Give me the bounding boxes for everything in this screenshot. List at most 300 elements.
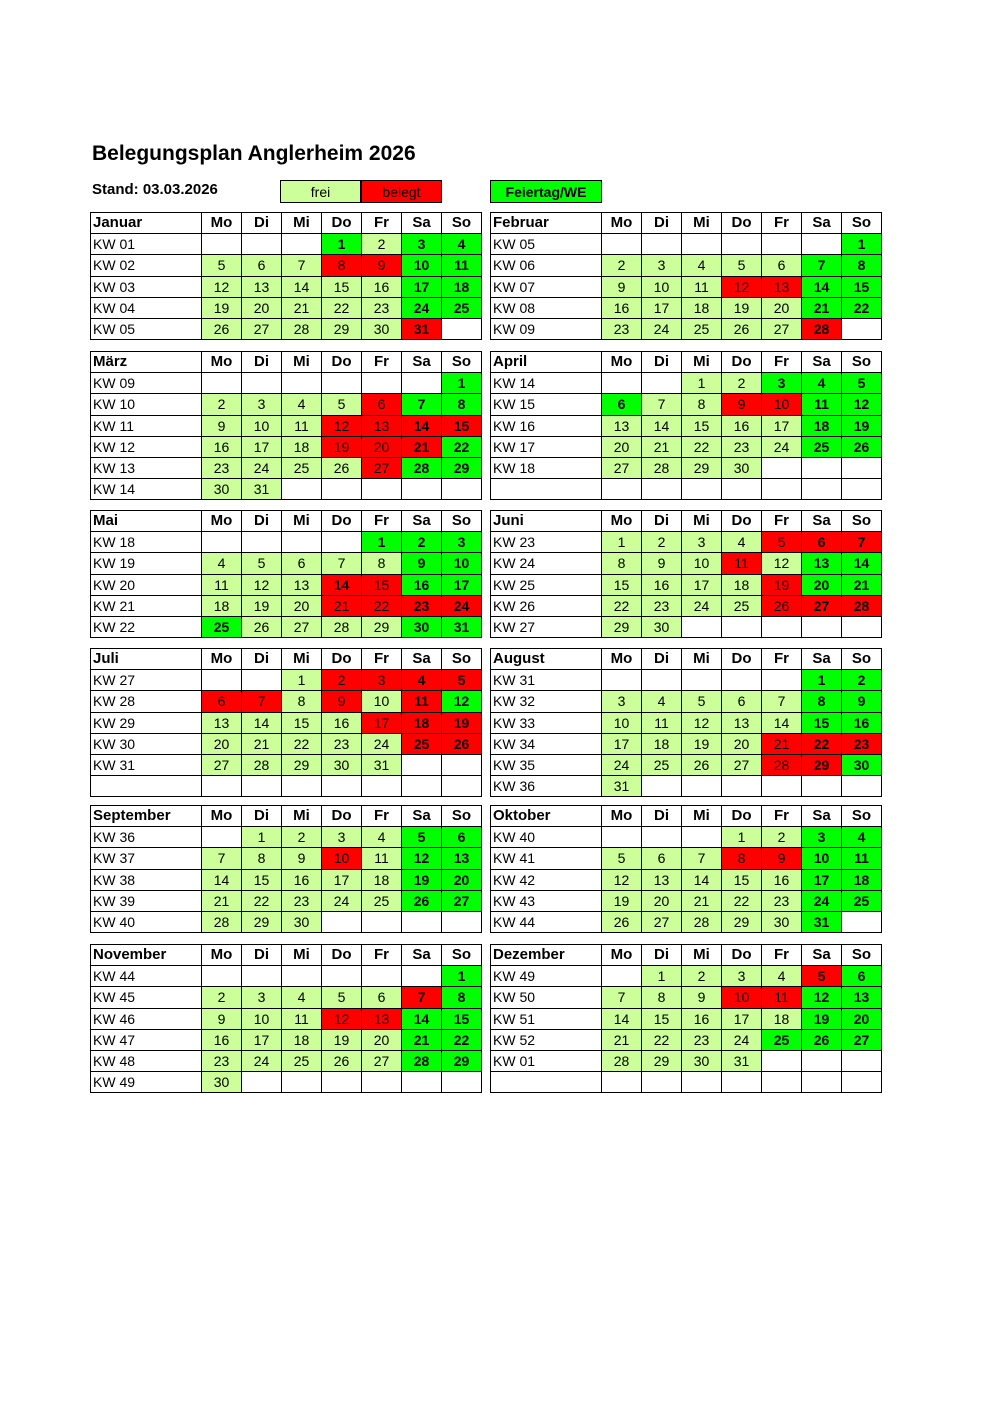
empty-cell bbox=[362, 911, 402, 932]
week-number: KW 01 bbox=[491, 1050, 602, 1071]
day-cell: 12 bbox=[322, 1008, 362, 1029]
weekday-header: Mo bbox=[202, 511, 242, 532]
day-cell: 7 bbox=[802, 255, 842, 276]
week-number: KW 05 bbox=[491, 234, 602, 255]
empty-cell bbox=[842, 911, 882, 932]
day-cell: 30 bbox=[362, 318, 402, 339]
week-row bbox=[491, 318, 882, 339]
week-number: KW 32 bbox=[491, 691, 602, 712]
day-cell: 20 bbox=[362, 436, 402, 457]
day-cell: 14 bbox=[202, 869, 242, 890]
day-cell: 12 bbox=[762, 553, 802, 574]
week-row bbox=[491, 827, 882, 848]
day-cell: 8 bbox=[842, 255, 882, 276]
weekday-header: Mi bbox=[282, 352, 322, 373]
day-cell: 2 bbox=[202, 394, 242, 415]
day-cell: 15 bbox=[442, 1008, 482, 1029]
week-row bbox=[491, 532, 882, 553]
week-row bbox=[491, 616, 882, 637]
weekday-header: So bbox=[442, 511, 482, 532]
day-cell: 3 bbox=[802, 827, 842, 848]
legend-belegt: belegt bbox=[361, 180, 442, 203]
day-cell: 7 bbox=[402, 394, 442, 415]
empty-cell bbox=[682, 479, 722, 500]
day-cell: 23 bbox=[202, 457, 242, 478]
week-row bbox=[491, 595, 882, 616]
empty-cell bbox=[362, 1072, 402, 1093]
week-row bbox=[91, 595, 482, 616]
week-number: KW 31 bbox=[491, 670, 602, 691]
weekday-header: Do bbox=[322, 806, 362, 827]
weekday-header: Mi bbox=[282, 511, 322, 532]
day-cell: 28 bbox=[802, 318, 842, 339]
day-cell: 5 bbox=[202, 255, 242, 276]
day-cell: 9 bbox=[362, 255, 402, 276]
day-cell: 19 bbox=[242, 595, 282, 616]
day-cell: 15 bbox=[722, 869, 762, 890]
day-cell: 15 bbox=[362, 574, 402, 595]
weekday-header: Di bbox=[242, 806, 282, 827]
day-cell: 8 bbox=[242, 848, 282, 869]
week-row bbox=[91, 297, 482, 318]
day-cell: 22 bbox=[602, 595, 642, 616]
weekday-header: Mi bbox=[682, 511, 722, 532]
weekday-header: Fr bbox=[762, 213, 802, 234]
week-number: KW 28 bbox=[91, 691, 202, 712]
empty-cell bbox=[202, 776, 242, 797]
day-cell: 6 bbox=[722, 691, 762, 712]
empty-cell bbox=[642, 670, 682, 691]
empty-cell bbox=[762, 1050, 802, 1071]
day-cell: 7 bbox=[242, 691, 282, 712]
empty-cell bbox=[402, 479, 442, 500]
day-cell: 22 bbox=[682, 436, 722, 457]
empty-cell bbox=[642, 234, 682, 255]
week-number: KW 24 bbox=[491, 553, 602, 574]
day-cell: 4 bbox=[682, 255, 722, 276]
week-row bbox=[91, 733, 482, 754]
day-cell: 14 bbox=[242, 712, 282, 733]
day-cell: 22 bbox=[362, 595, 402, 616]
weekday-header: Sa bbox=[802, 213, 842, 234]
day-cell: 15 bbox=[642, 1008, 682, 1029]
week-row bbox=[91, 373, 482, 394]
day-cell: 30 bbox=[682, 1050, 722, 1071]
week-row bbox=[491, 1029, 882, 1050]
day-cell: 5 bbox=[722, 255, 762, 276]
day-cell: 15 bbox=[802, 712, 842, 733]
week-row bbox=[91, 457, 482, 478]
day-cell: 2 bbox=[202, 987, 242, 1008]
week-row bbox=[491, 869, 882, 890]
day-cell: 31 bbox=[362, 754, 402, 775]
month-table-dezember bbox=[490, 944, 882, 1093]
day-cell: 30 bbox=[402, 616, 442, 637]
weekday-header: Sa bbox=[802, 806, 842, 827]
week-row bbox=[491, 691, 882, 712]
day-cell: 8 bbox=[322, 255, 362, 276]
day-cell: 30 bbox=[202, 1072, 242, 1093]
day-cell: 1 bbox=[682, 373, 722, 394]
empty-cell bbox=[402, 1072, 442, 1093]
day-cell: 16 bbox=[762, 869, 802, 890]
week-number: KW 16 bbox=[491, 415, 602, 436]
day-cell: 14 bbox=[282, 276, 322, 297]
day-cell: 19 bbox=[802, 1008, 842, 1029]
weekday-header: So bbox=[442, 352, 482, 373]
day-cell: 19 bbox=[402, 869, 442, 890]
day-cell: 31 bbox=[802, 911, 842, 932]
day-cell: 28 bbox=[842, 595, 882, 616]
empty-cell bbox=[682, 1072, 722, 1093]
week-row bbox=[491, 255, 882, 276]
empty-cell bbox=[722, 670, 762, 691]
weekday-header: Mo bbox=[602, 213, 642, 234]
day-cell: 20 bbox=[202, 733, 242, 754]
week-number: KW 06 bbox=[491, 255, 602, 276]
day-cell: 18 bbox=[642, 733, 682, 754]
weekday-header: Mo bbox=[202, 352, 242, 373]
weekday-header: Sa bbox=[802, 945, 842, 966]
weekday-header: Di bbox=[242, 649, 282, 670]
empty-cell bbox=[362, 776, 402, 797]
weekday-header: Fr bbox=[762, 945, 802, 966]
day-cell: 3 bbox=[322, 827, 362, 848]
day-cell: 5 bbox=[322, 394, 362, 415]
week-number: KW 35 bbox=[491, 754, 602, 775]
weekday-header: Fr bbox=[362, 352, 402, 373]
empty-cell bbox=[642, 827, 682, 848]
week-number: KW 11 bbox=[91, 415, 202, 436]
day-cell: 26 bbox=[202, 318, 242, 339]
day-cell: 13 bbox=[442, 848, 482, 869]
day-cell: 29 bbox=[282, 754, 322, 775]
week-row bbox=[91, 869, 482, 890]
day-cell: 23 bbox=[642, 595, 682, 616]
day-cell: 25 bbox=[722, 595, 762, 616]
day-cell: 14 bbox=[402, 1008, 442, 1029]
week-number: KW 20 bbox=[91, 574, 202, 595]
weekday-header: Do bbox=[322, 511, 362, 532]
week-row bbox=[491, 1072, 882, 1093]
empty-cell bbox=[802, 479, 842, 500]
empty-cell bbox=[202, 373, 242, 394]
day-cell: 27 bbox=[642, 911, 682, 932]
day-cell: 23 bbox=[282, 890, 322, 911]
weekday-header: Sa bbox=[802, 352, 842, 373]
empty-cell bbox=[242, 776, 282, 797]
day-cell: 21 bbox=[322, 595, 362, 616]
day-cell: 5 bbox=[842, 373, 882, 394]
day-cell: 5 bbox=[602, 848, 642, 869]
empty-cell bbox=[402, 754, 442, 775]
day-cell: 27 bbox=[282, 616, 322, 637]
day-cell: 19 bbox=[322, 436, 362, 457]
empty-cell bbox=[722, 776, 762, 797]
weekday-header: Di bbox=[242, 511, 282, 532]
day-cell: 29 bbox=[602, 616, 642, 637]
day-cell: 17 bbox=[602, 733, 642, 754]
week-row bbox=[91, 234, 482, 255]
week-number: KW 33 bbox=[491, 712, 602, 733]
day-cell: 22 bbox=[442, 436, 482, 457]
day-cell: 17 bbox=[322, 869, 362, 890]
day-cell: 10 bbox=[402, 255, 442, 276]
day-cell: 21 bbox=[402, 436, 442, 457]
week-number: KW 17 bbox=[491, 436, 602, 457]
week-row bbox=[91, 1050, 482, 1071]
day-cell: 15 bbox=[602, 574, 642, 595]
empty-cell bbox=[362, 479, 402, 500]
day-cell: 5 bbox=[402, 827, 442, 848]
empty-cell bbox=[322, 776, 362, 797]
day-cell: 24 bbox=[602, 754, 642, 775]
day-cell: 29 bbox=[682, 457, 722, 478]
week-number: KW 14 bbox=[91, 479, 202, 500]
day-cell: 22 bbox=[642, 1029, 682, 1050]
week-number: KW 14 bbox=[491, 373, 602, 394]
day-cell: 30 bbox=[762, 911, 802, 932]
weekday-header: Mo bbox=[202, 649, 242, 670]
day-cell: 7 bbox=[202, 848, 242, 869]
day-cell: 6 bbox=[762, 255, 802, 276]
weekday-header: Do bbox=[722, 213, 762, 234]
empty-cell bbox=[722, 1072, 762, 1093]
day-cell: 19 bbox=[602, 890, 642, 911]
day-cell: 2 bbox=[842, 670, 882, 691]
empty-cell bbox=[842, 1072, 882, 1093]
week-row bbox=[491, 733, 882, 754]
day-cell: 13 bbox=[602, 415, 642, 436]
day-cell: 12 bbox=[322, 415, 362, 436]
day-cell: 2 bbox=[722, 373, 762, 394]
day-cell: 13 bbox=[842, 987, 882, 1008]
day-cell: 11 bbox=[442, 255, 482, 276]
weekday-header: So bbox=[842, 806, 882, 827]
week-number: KW 13 bbox=[91, 457, 202, 478]
week-row bbox=[491, 848, 882, 869]
weekday-header: Di bbox=[242, 213, 282, 234]
week-number: KW 42 bbox=[491, 869, 602, 890]
day-cell: 4 bbox=[402, 670, 442, 691]
week-row bbox=[491, 276, 882, 297]
day-cell: 17 bbox=[722, 1008, 762, 1029]
day-cell: 18 bbox=[202, 595, 242, 616]
day-cell: 30 bbox=[642, 616, 682, 637]
day-cell: 17 bbox=[242, 436, 282, 457]
empty-cell bbox=[442, 911, 482, 932]
day-cell: 21 bbox=[202, 890, 242, 911]
weekday-header: Do bbox=[322, 352, 362, 373]
empty-cell bbox=[642, 1072, 682, 1093]
day-cell: 7 bbox=[602, 987, 642, 1008]
day-cell: 18 bbox=[282, 436, 322, 457]
week-number: KW 27 bbox=[491, 616, 602, 637]
weekday-header: Sa bbox=[402, 649, 442, 670]
day-cell: 1 bbox=[602, 532, 642, 553]
week-number: KW 02 bbox=[91, 255, 202, 276]
day-cell: 25 bbox=[282, 457, 322, 478]
day-cell: 8 bbox=[682, 394, 722, 415]
day-cell: 15 bbox=[842, 276, 882, 297]
week-number: KW 40 bbox=[491, 827, 602, 848]
day-cell: 2 bbox=[282, 827, 322, 848]
weekday-header: Mi bbox=[282, 649, 322, 670]
empty-cell bbox=[602, 966, 642, 987]
weekday-header: Fr bbox=[362, 649, 402, 670]
day-cell: 30 bbox=[842, 754, 882, 775]
day-cell: 2 bbox=[762, 827, 802, 848]
week-row bbox=[91, 394, 482, 415]
day-cell: 6 bbox=[362, 987, 402, 1008]
week-row bbox=[91, 415, 482, 436]
day-cell: 20 bbox=[362, 1029, 402, 1050]
day-cell: 6 bbox=[242, 255, 282, 276]
day-cell: 22 bbox=[442, 1029, 482, 1050]
empty-cell bbox=[602, 827, 642, 848]
week-number bbox=[491, 1072, 602, 1093]
day-cell: 20 bbox=[762, 297, 802, 318]
month-table-juni bbox=[490, 510, 882, 638]
empty-cell bbox=[202, 827, 242, 848]
day-cell: 22 bbox=[282, 733, 322, 754]
day-cell: 24 bbox=[322, 890, 362, 911]
week-row bbox=[491, 1008, 882, 1029]
weekday-header: Fr bbox=[762, 511, 802, 532]
day-cell: 21 bbox=[282, 297, 322, 318]
day-cell: 13 bbox=[642, 869, 682, 890]
day-cell: 7 bbox=[682, 848, 722, 869]
day-cell: 7 bbox=[322, 553, 362, 574]
weekday-header: Mi bbox=[282, 945, 322, 966]
empty-cell bbox=[282, 234, 322, 255]
day-cell: 9 bbox=[762, 848, 802, 869]
day-cell: 9 bbox=[202, 1008, 242, 1029]
weekday-header: So bbox=[442, 213, 482, 234]
empty-cell bbox=[842, 457, 882, 478]
day-cell: 9 bbox=[322, 691, 362, 712]
day-cell: 28 bbox=[402, 457, 442, 478]
day-cell: 16 bbox=[322, 712, 362, 733]
day-cell: 24 bbox=[362, 733, 402, 754]
week-number: KW 41 bbox=[491, 848, 602, 869]
day-cell: 11 bbox=[642, 712, 682, 733]
day-cell: 26 bbox=[322, 457, 362, 478]
day-cell: 6 bbox=[642, 848, 682, 869]
weekday-header: Mo bbox=[602, 511, 642, 532]
day-cell: 20 bbox=[602, 436, 642, 457]
day-cell: 18 bbox=[362, 869, 402, 890]
day-cell: 20 bbox=[642, 890, 682, 911]
day-cell: 6 bbox=[602, 394, 642, 415]
weekday-header: So bbox=[842, 649, 882, 670]
day-cell: 14 bbox=[842, 553, 882, 574]
day-cell: 18 bbox=[802, 415, 842, 436]
day-cell: 7 bbox=[842, 532, 882, 553]
weekday-header: Sa bbox=[402, 945, 442, 966]
day-cell: 1 bbox=[642, 966, 682, 987]
empty-cell bbox=[202, 532, 242, 553]
day-cell: 13 bbox=[362, 415, 402, 436]
day-cell: 3 bbox=[722, 966, 762, 987]
week-row bbox=[91, 911, 482, 932]
day-cell: 18 bbox=[282, 1029, 322, 1050]
empty-cell bbox=[762, 234, 802, 255]
day-cell: 15 bbox=[322, 276, 362, 297]
day-cell: 11 bbox=[282, 1008, 322, 1029]
day-cell: 4 bbox=[282, 987, 322, 1008]
day-cell: 26 bbox=[762, 595, 802, 616]
empty-cell bbox=[242, 670, 282, 691]
day-cell: 30 bbox=[282, 911, 322, 932]
day-cell: 20 bbox=[802, 574, 842, 595]
empty-cell bbox=[442, 318, 482, 339]
empty-cell bbox=[722, 234, 762, 255]
day-cell: 20 bbox=[282, 595, 322, 616]
week-number: KW 39 bbox=[91, 890, 202, 911]
day-cell: 16 bbox=[722, 415, 762, 436]
empty-cell bbox=[322, 373, 362, 394]
empty-cell bbox=[242, 234, 282, 255]
day-cell: 13 bbox=[762, 276, 802, 297]
month-name: März bbox=[91, 352, 202, 373]
empty-cell bbox=[802, 234, 842, 255]
empty-cell bbox=[842, 616, 882, 637]
month-table-mai bbox=[90, 510, 482, 638]
day-cell: 9 bbox=[602, 276, 642, 297]
day-cell: 17 bbox=[762, 415, 802, 436]
weekday-header: So bbox=[442, 649, 482, 670]
week-number: KW 49 bbox=[491, 966, 602, 987]
day-cell: 27 bbox=[362, 457, 402, 478]
weekday-header: Mi bbox=[682, 945, 722, 966]
weekday-header: So bbox=[842, 511, 882, 532]
empty-cell bbox=[802, 1072, 842, 1093]
day-cell: 6 bbox=[802, 532, 842, 553]
weekday-header: Mo bbox=[602, 806, 642, 827]
weekday-header: So bbox=[442, 945, 482, 966]
day-cell: 17 bbox=[682, 574, 722, 595]
empty-cell bbox=[682, 827, 722, 848]
day-cell: 23 bbox=[722, 436, 762, 457]
day-cell: 29 bbox=[722, 911, 762, 932]
week-number: KW 23 bbox=[491, 532, 602, 553]
day-cell: 9 bbox=[722, 394, 762, 415]
day-cell: 13 bbox=[242, 276, 282, 297]
day-cell: 18 bbox=[682, 297, 722, 318]
day-cell: 11 bbox=[282, 415, 322, 436]
week-number: KW 29 bbox=[91, 712, 202, 733]
day-cell: 31 bbox=[602, 776, 642, 797]
empty-cell bbox=[802, 776, 842, 797]
weekday-header: Fr bbox=[362, 945, 402, 966]
empty-cell bbox=[802, 616, 842, 637]
day-cell: 18 bbox=[722, 574, 762, 595]
week-number: KW 44 bbox=[91, 966, 202, 987]
day-cell: 13 bbox=[282, 574, 322, 595]
week-row bbox=[91, 616, 482, 637]
month-name: August bbox=[491, 649, 602, 670]
week-number: KW 50 bbox=[491, 987, 602, 1008]
empty-cell bbox=[242, 966, 282, 987]
weekday-header: Do bbox=[722, 945, 762, 966]
week-number: KW 36 bbox=[491, 776, 602, 797]
day-cell: 11 bbox=[762, 987, 802, 1008]
month-name: Januar bbox=[91, 213, 202, 234]
day-cell: 25 bbox=[802, 436, 842, 457]
weekday-header: Di bbox=[642, 352, 682, 373]
empty-cell bbox=[442, 1072, 482, 1093]
